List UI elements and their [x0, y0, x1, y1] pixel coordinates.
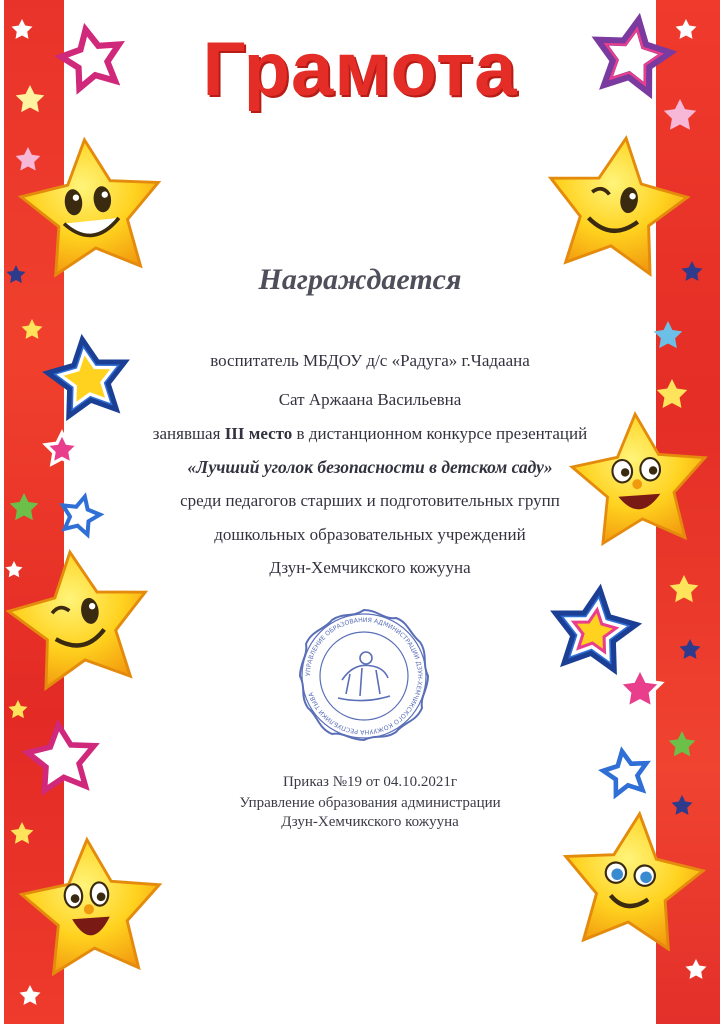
small-star-icon [657, 379, 687, 408]
small-star-icon [680, 639, 701, 659]
recipient-name: Сат Аржаана Васильевна [278, 390, 462, 409]
official-seal [292, 604, 436, 748]
svg-text:УПРАВЛЕНИЕ ОБРАЗОВАНИЯ АДМИНИС [305, 617, 423, 735]
small-star-icon [16, 147, 41, 171]
outline-star-icon [46, 433, 78, 464]
outline-star-icon [58, 492, 104, 536]
order-number: Приказ №19 от 04.10.2021г [282, 774, 458, 790]
small-star-icon [20, 985, 41, 1005]
contest-audience: среди педагогов старших и подготовительных групп [180, 491, 560, 510]
outline-star-icon [57, 24, 126, 91]
small-star-icon [672, 795, 693, 815]
outline-star-icon [619, 668, 661, 708]
outline-star-icon [44, 334, 132, 418]
awarded-heading: Награждается [258, 263, 462, 296]
small-star-icon [654, 321, 683, 348]
certificate-title: Грамота [202, 27, 518, 112]
outline-star-icon [600, 748, 650, 797]
smiling-star-icon [18, 835, 165, 976]
award-place-line [120, 423, 620, 445]
small-star-icon [8, 700, 27, 718]
seal-emblem-icon [338, 652, 390, 701]
small-star-icon [682, 261, 703, 281]
small-star-icon [10, 493, 39, 520]
contest-name: «Лучший уголок безопасности в детском саду» [187, 457, 553, 477]
seal-text: УПРАВЛЕНИЕ ОБРАЗОВАНИЯ АДМИНИСТРАЦИИ ДЗУН-ХЕМЧИКСКОГО КОЖУУНА РЕСПУБЛИКИ ТЫВА [304, 616, 424, 736]
contest-institutions: дошкольных образовательных учреждений [214, 525, 526, 544]
recipient-position: воспитатель МБДОУ д/с «Радуга» г.Чадаана [210, 351, 530, 370]
small-star-icon [5, 561, 22, 577]
small-star-icon [669, 731, 696, 756]
outline-star-icon [593, 17, 672, 93]
place-suffix: в дистанционном конкурсе презентаций [296, 424, 588, 443]
small-star-icon [686, 959, 707, 979]
order-issuer: Управление образования администрации [239, 795, 501, 811]
small-star-icon [16, 85, 45, 112]
smiling-star-icon [16, 133, 167, 278]
small-star-icon [670, 575, 699, 602]
outline-star-icon [549, 584, 641, 672]
small-star-icon [676, 19, 697, 39]
small-star-icon [12, 19, 33, 39]
smiling-star-icon [557, 807, 708, 952]
place-prefix: занявшая [152, 424, 221, 443]
small-star-icon [11, 822, 34, 844]
outline-star-icon [25, 722, 98, 792]
small-star-icon [6, 265, 25, 283]
order-issuer-region: Дзун-Хемчикского кожууна [281, 814, 459, 830]
small-star-icon [22, 319, 43, 339]
smiling-star-icon [539, 129, 694, 278]
small-star-icon [664, 99, 696, 130]
place-value: III место [224, 424, 293, 443]
contest-region: Дзун-Хемчикского кожууна [269, 558, 471, 577]
